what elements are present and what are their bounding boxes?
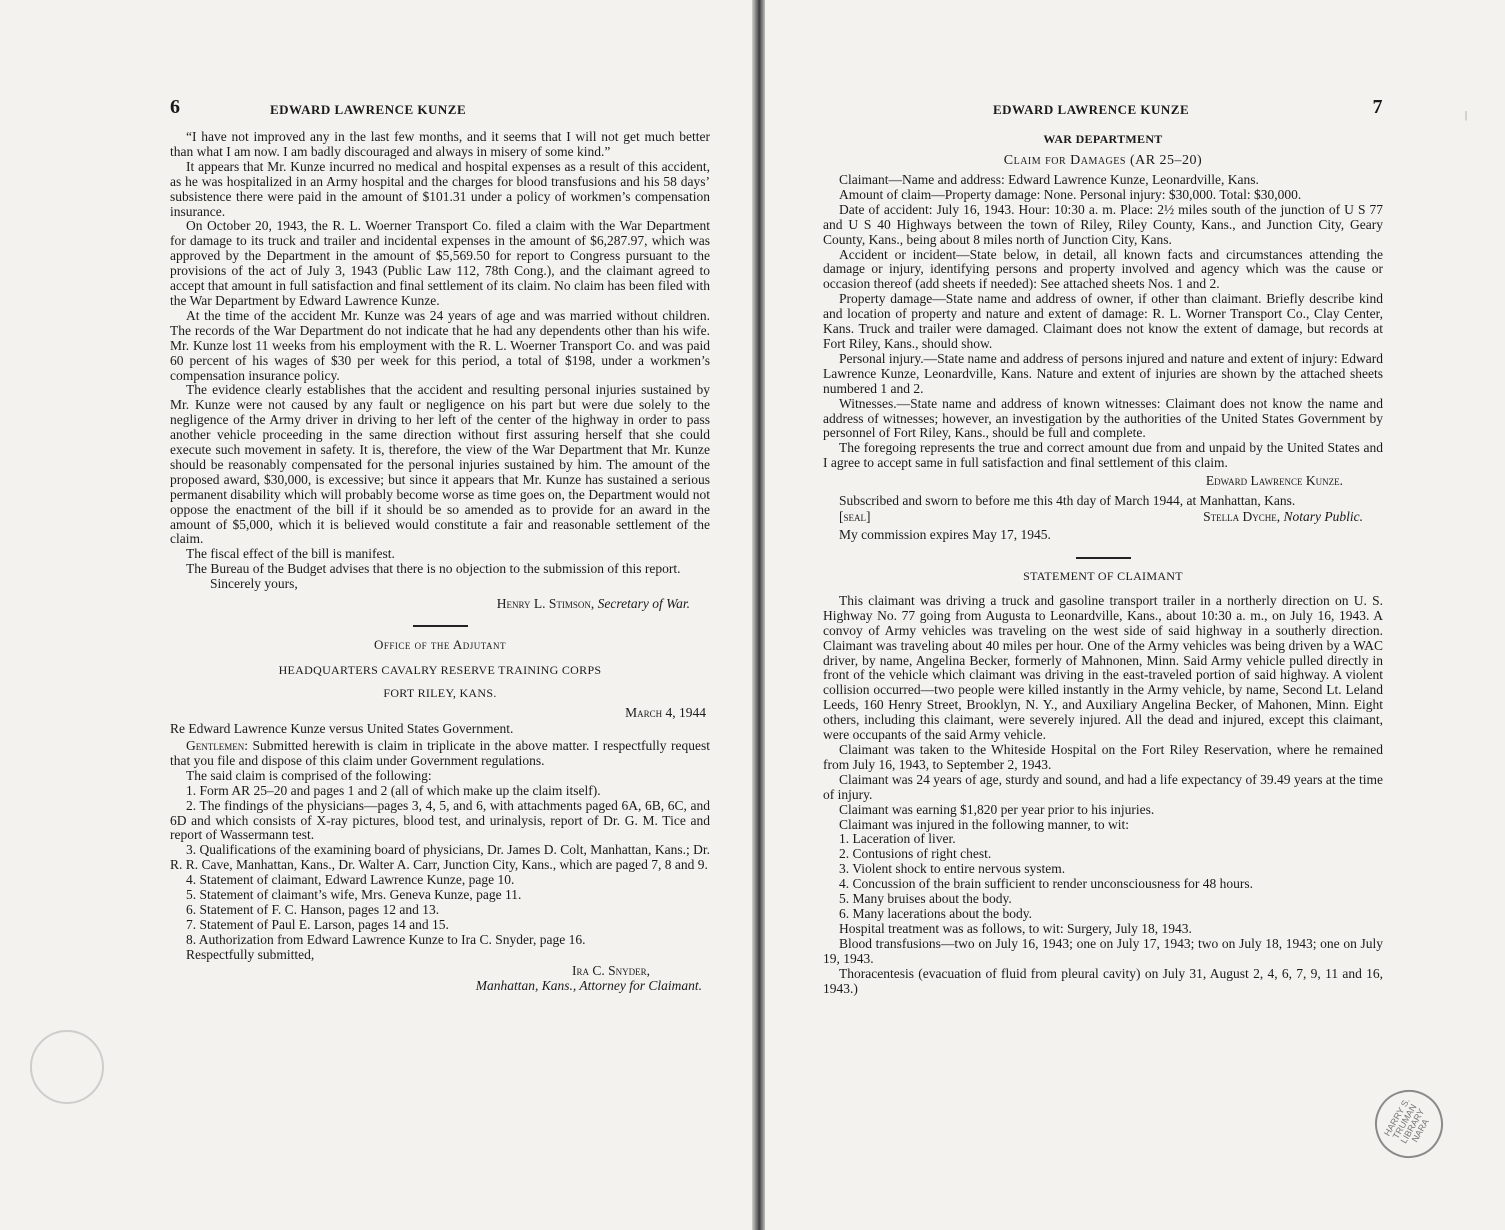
list-item: 2. The findings of the physicians—pages 3, 4, 5, and 6, with attachments paged 6A, 6B, 6C, and 6D and which consists of X-ray pictures, blood test, and urinalysis, report of Dr. G. M. Tice and report of Wassermann test.	[170, 797, 710, 843]
statement-paragraph: This claimant was driving a truck and gasoline transport trailer in a northerly direction on U. S. Highway No. 77 going from Augusta to Leonardville, Kans., about 10:30 a. m., on July 16, 1943. A convoy of Army vehicles was traveling on the west side of said highway in a southerly direction. Claimant was traveling about 40 miles per hour. One of the Army vehicles was being driven by a WAC driver, by name, Angelina Becker, formerly of Mahnonen, Minn. Said Army vehicle pulled directly in front of the vehicle which claimant was driving in the east-traveled portion of said highway. A violent collision occurred—two people were killed instantly in the Army vehicle, by name, Second Lt. Leland Leeds, 160 Henry Street, Brooklyn, N. Y., and Auxiliary Angelina Becker, of Mahonen, Minn. Eight others, including this claimant, were severely injured. All the dead and injured, except this claimant, were occupants of the said Army vehicle.	[823, 592, 1383, 743]
notary-title: Notary Public.	[1283, 509, 1363, 525]
injury-item: 2. Contusions of right chest.	[839, 846, 992, 862]
signature-title: Secretary of War.	[597, 596, 690, 612]
injury-item: 3. Violent shock to entire nervous system.	[839, 861, 1066, 877]
salutation: Gentlemen:	[186, 738, 248, 753]
respectfully: Respectfully submitted,	[186, 946, 315, 962]
signature-name: Henry L. Stimson,	[496, 596, 595, 612]
quote-paragraph: “I have not improved any in the last few months, and it seems that I will not get much better than what I am now. I am badly discouraged and always in misery of some kind.”	[170, 129, 710, 159]
injury-item: 5. Many bruises about the body.	[839, 891, 1012, 907]
page-number-left: 6	[170, 96, 181, 118]
book-gutter	[752, 0, 765, 1230]
margin-mark: |	[1465, 110, 1468, 121]
re-line: Re Edward Lawrence Kunze versus United States Government.	[170, 721, 514, 737]
list-intro: The said claim is comprised of the following:	[186, 767, 432, 783]
archive-stamp-faint-left	[30, 1030, 104, 1104]
statement-paragraph: Claimant was taken to the Whiteside Hospital on the Fort Riley Reservation, where he remained from July 16, 1943, to September 2, 1943.	[823, 742, 1383, 772]
location-heading: FORT RILEY, KANS.	[383, 686, 497, 701]
injury-item: 6. Many lacerations about the body.	[839, 905, 1032, 921]
body-paragraph: It appears that Mr. Kunze incurred no medical and hospital expenses as a result of this accident, as he was hospitalized in an Army hospital and the charges for blood transfusions and his 58 days’ subsistence there were paid in the amount of $101.31 under a policy of workmen’s compensation insurance.	[170, 158, 710, 219]
running-title-left: EDWARD LAWRENCE KUNZE	[270, 102, 467, 117]
attorney-title	[170, 978, 710, 993]
claim-form	[823, 173, 1383, 471]
claim-field: Witnesses.—State name and address of known witnesses: Claimant does not know the name and address of witnesses; however, an investigation by the authorities of the United States Government by personnel of Fort Riley, Kans., should be full and complete.	[823, 395, 1383, 441]
claim-field: Property damage—State name and address of owner, if other than claimant. Briefly describe kind and location of property and nature and extent of damage: R. L. Worner Transport Co., Clay Center, Kans. Truck and trailer were damaged. Claimant does not know the extent of damage, but records at Fort Riley, Kans., should show.	[823, 291, 1383, 351]
section-divider	[413, 625, 468, 627]
right-running-head	[823, 96, 1383, 126]
office-heading: Office of the Adjutant	[373, 637, 507, 653]
page-number-right: 7	[1372, 96, 1383, 118]
right-column	[823, 96, 1383, 996]
claim-field: Accident or incident—State below, in detail, all known facts and circumstances attending the damage or injury, identifying persons and property involved and agency which was the cause or occasion thereof (add sheets if needed): See attached sheets Nos. 1 and 2.	[823, 246, 1383, 292]
statement-paragraph: Claimant was earning $1,820 per year prior to his injuries.	[839, 801, 1155, 817]
archive-stamp	[1363, 1078, 1456, 1171]
letter-body	[170, 739, 710, 769]
letter-date: March 4, 1944	[625, 705, 706, 721]
list-item: 6. Statement of F. C. Hanson, pages 12 and 13.	[186, 901, 440, 917]
notary-signature	[1203, 509, 1383, 524]
claimant-signature: Edward Lawrence Kunze.	[1205, 473, 1343, 489]
claim-field: Amount of claim—Property damage: None. Personal injury: $30,000. Total: $30,000.	[839, 186, 1302, 202]
statement-paragraph: Claimant was 24 years of age, sturdy and sound, and had a life expectancy of 39.49 years at the time of injury.	[823, 771, 1383, 802]
hq-heading: HEADQUARTERS CAVALRY RESERVE TRAINING CORPS	[278, 663, 602, 678]
statement-body	[823, 594, 1383, 833]
seal-label: [seal]	[839, 509, 871, 525]
statement-paragraph: Claimant was injured in the following manner, to wit:	[839, 816, 1130, 832]
body-paragraph: The fiscal effect of the bill is manifest.	[186, 546, 395, 562]
closing: Sincerely yours,	[210, 576, 298, 592]
left-column	[170, 96, 710, 993]
notary-line	[823, 509, 1383, 524]
notary-name: Stella Dyche,	[1203, 509, 1281, 525]
report-body	[170, 130, 710, 577]
claim-field: Date of accident: July 16, 1943. Hour: 10:30 a. m. Place: 2½ miles south of the junction of U S 77 and U S 40 Highways between the town of Riley, Riley County, Kans., and Junction City, Geary County, Kans., being about 8 miles north of Junction City, Kans.	[823, 201, 1383, 247]
claim-field: Claimant—Name and address: Edward Lawrence Kunze, Leonardville, Kans.	[839, 172, 1259, 187]
claim-field: Personal injury.—State name and address of persons injured and nature and extent of injury: Edward Lawrence Kunze, Leonardville, Kans. Nature and extent of injuries are shown by the attached sheets numbered 1 and 2.	[823, 350, 1383, 396]
list-item: 8. Authorization from Edward Lawrence Kunze to Ira C. Snyder, page 16.	[186, 931, 586, 947]
signature-stimson	[170, 596, 710, 611]
treatment-paragraph: Thoracentesis (evacuation of fluid from pleural cavity) on July 31, August 2, 4, 6, 7, 9, 11 and 16, 1943.)	[823, 965, 1383, 996]
treatment-section	[823, 922, 1383, 997]
left-running-head	[170, 96, 710, 126]
attorney-title-text: Manhattan, Kans., Attorney for Claimant.	[475, 977, 702, 993]
list-item: 1. Form AR 25–20 and pages 1 and 2 (all of which make up the claim itself).	[186, 782, 601, 798]
section-divider	[1076, 557, 1131, 559]
body-paragraph: The evidence clearly establishes that the accident and resulting personal injuries sustained by Mr. Kunze were not caused by any fault or negligence on his part but were due solely to the negligence of the Army driver in driving to her left of the center of the highway in order to pass another vehicle proceeding in the same direction without first assuring herself that she could execute such movement in safety. It is, therefore, the view of the War Department that Mr. Kunze should be reasonably compensated for the personal injuries sustained by him. The amount of the proposed award, $30,000, is excessive; but since it appears that Mr. Kunze has sustained a serious permanent disability which will probably become worse as time goes on, the Department would not oppose the enactment of the bill if it should be so amended as to provide for an award in the amount of $5,000, which it is believed would constitute a fair and reasonable settlement of the claim.	[170, 382, 710, 547]
enclosure-list	[170, 784, 710, 948]
right-page	[765, 0, 1505, 1230]
commission-line: My commission expires May 17, 1945.	[839, 527, 1051, 543]
list-item: 4. Statement of claimant, Edward Lawrence Kunze, page 10.	[186, 872, 515, 888]
list-item: 3. Qualifications of the examining board of physicians, Dr. James D. Colt, Manhattan, Kans.; Dr. R. R. Cave, Manhattan, Kans., Dr. Walter A. Carr, Junction City, Kans., which are paged 7, 8 and 9.	[170, 842, 710, 873]
list-item: 5. Statement of claimant’s wife, Mrs. Geneva Kunze, page 11.	[186, 887, 522, 903]
statement-heading: STATEMENT OF CLAIMANT	[1023, 568, 1183, 583]
claim-heading: Claim for Damages (AR 25–20)	[1003, 153, 1203, 168]
treatment-paragraph: Blood transfusions—two on July 16, 1943; one on July 17, 1943; two on July 18, 1943; one on July 19, 1943.	[823, 935, 1383, 966]
archive-stamp-text: HARRY S. TRUMAN LIBRARY NARA	[1381, 1096, 1431, 1146]
attorney-name: Ira C. Snyder,	[571, 962, 650, 978]
running-title-right: EDWARD LAWRENCE KUNZE	[993, 102, 1190, 117]
treatment-paragraph: Hospital treatment was as follows, to wit: Surgery, July 18, 1943.	[839, 920, 1192, 936]
left-page	[0, 0, 752, 1230]
injury-item: 1. Laceration of liver.	[839, 831, 956, 847]
subscribed-line: Subscribed and sworn to before me this 4th day of March 1944, at Manhattan, Kans.	[839, 493, 1296, 509]
body-paragraph: At the time of the accident Mr. Kunze was 24 years of age and was married without children. The records of the War Department do not indicate that he had any dependents other than his wife. Mr. Kunze lost 11 weeks from his employment with the R. L. Woerner Transport Co. and was paid 60 percent of his wages of $30 per week for this period, a total of $198, under a workmen’s compensation insurance policy.	[170, 307, 710, 383]
body-paragraph: The Bureau of the Budget advises that there is no objection to the submission of this report.	[186, 561, 681, 577]
list-item: 7. Statement of Paul E. Larson, pages 14 and 15.	[186, 916, 449, 932]
body-paragraph: On October 20, 1943, the R. L. Woerner Transport Co. filed a claim with the War Department for damage to its truck and trailer and incidental expenses in the amount of $6,287.97, which was approved by the Department in the amount of $5,569.50 for report to Congress pursuant to the provisions of the act of July 3, 1943 (Public Law 112, 78th Cong.), and the claimant agreed to accept that amount in full satisfaction and final settlement of its claim. No claim has been filed with the War Department by Edward Lawrence Kunze.	[170, 218, 710, 308]
dept-heading: WAR DEPARTMENT	[1043, 132, 1163, 146]
letter-body-text: Submitted herewith is claim in triplicate in the above matter. I respectfully request that you file and dispose of this claim under Government regulations.	[170, 738, 710, 768]
claim-field: The foregoing represents the true and correct amount due from and unpaid by the United States and I agree to accept same in full satisfaction and final settlement of this claim.	[823, 440, 1383, 471]
injury-item: 4. Concussion of the brain sufficient to render unconsciousness for 48 hours.	[839, 876, 1254, 892]
injury-list	[823, 832, 1383, 921]
